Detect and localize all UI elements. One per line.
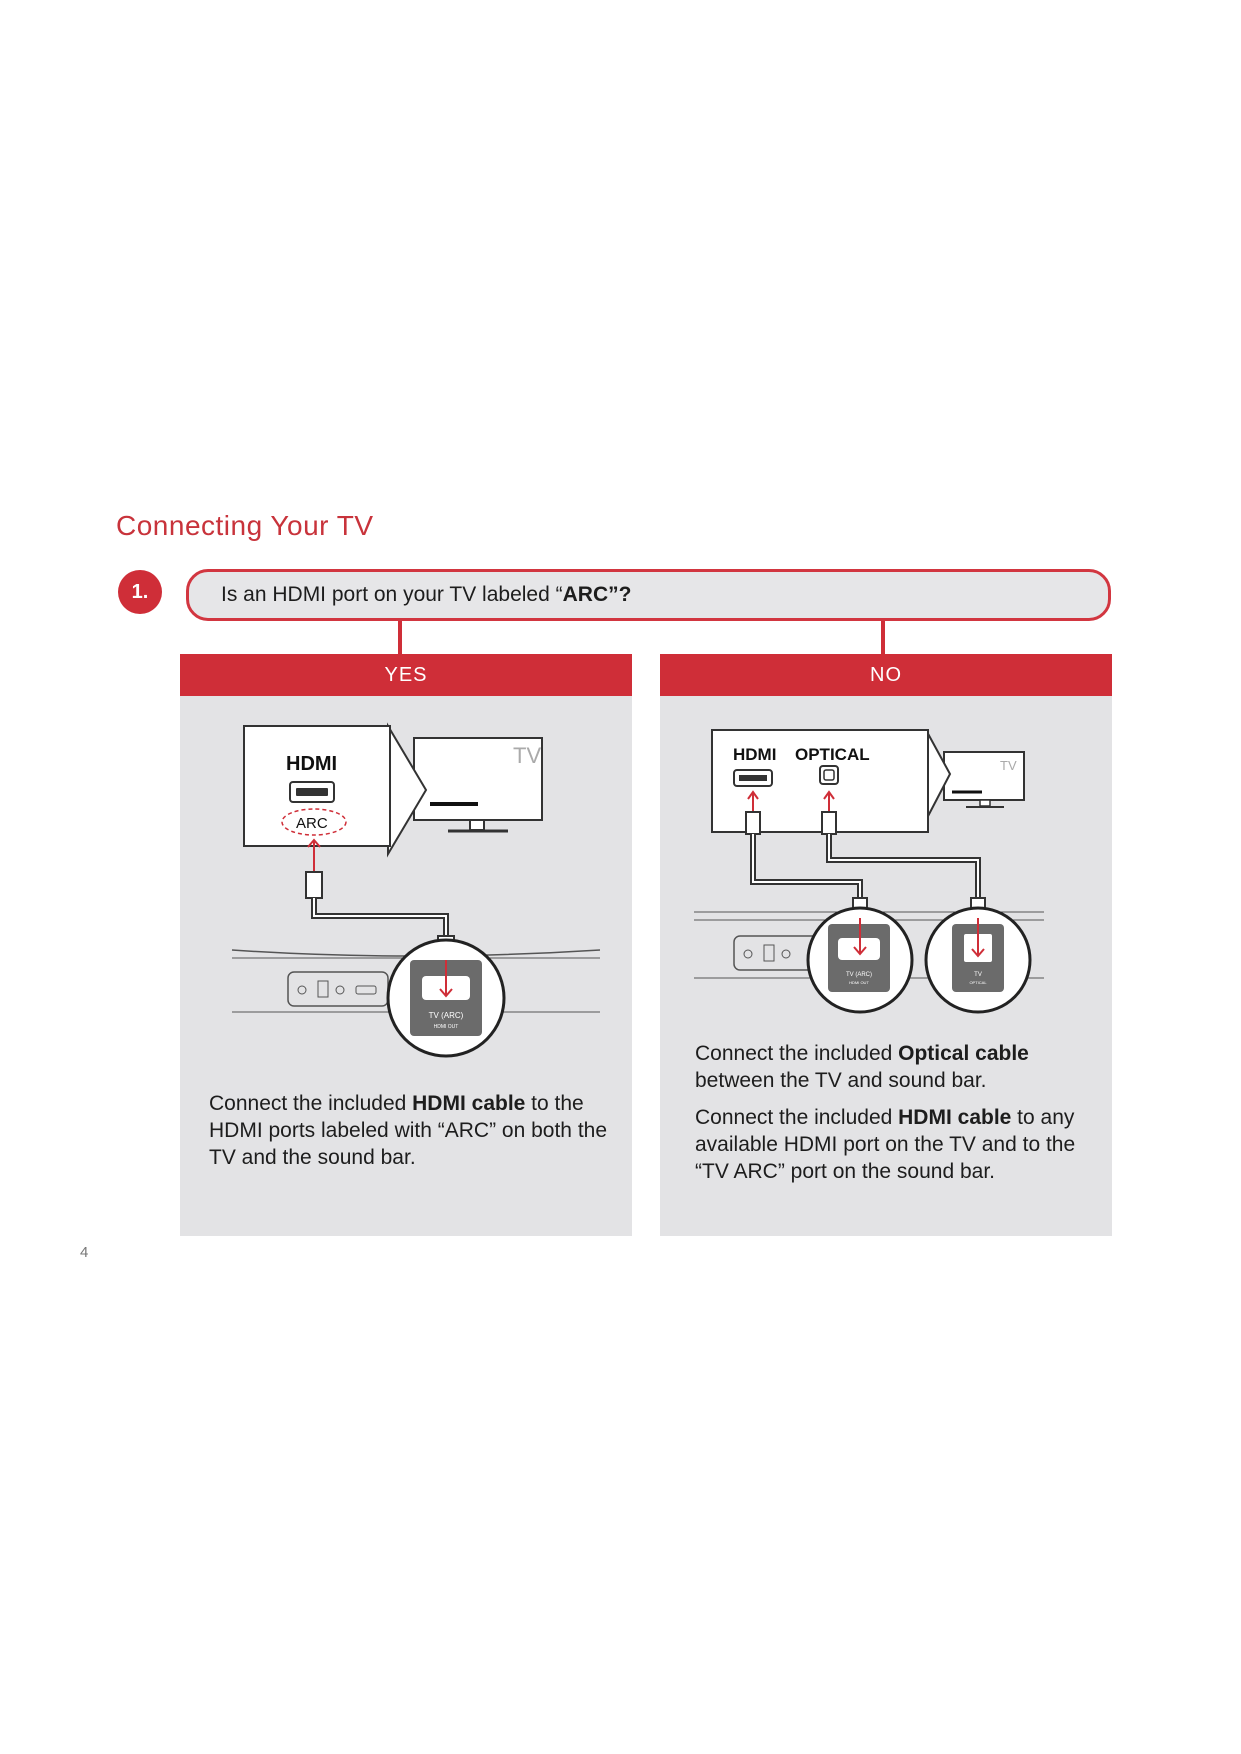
yes-text-bold: HDMI cable	[412, 1092, 526, 1115]
yes-instructions	[209, 1090, 619, 1171]
no-diagram	[660, 696, 1112, 1076]
question-suffix: ”?	[608, 583, 632, 606]
yes-connector	[398, 621, 402, 654]
yes-text-start: Connect the included	[209, 1092, 413, 1115]
no-text1-start: Connect the included	[695, 1042, 899, 1065]
no-instruction-optical	[695, 1040, 1100, 1094]
tv-illustration	[414, 738, 542, 831]
page-number: 4	[80, 1244, 89, 1261]
soundbar-port-magnifier	[388, 940, 504, 1056]
yes-diagram	[180, 696, 632, 1096]
page-title: Connecting Your TV	[116, 510, 374, 541]
optical-port-icon	[820, 766, 838, 784]
zoom-callout	[926, 730, 950, 820]
soundbar-hdmi-port-label: TV (ARC)	[846, 972, 872, 978]
soundbar-optical-port-label: TV	[974, 972, 982, 978]
arc-label: ARC	[296, 815, 328, 832]
hdmi-port-label: HDMI	[286, 753, 338, 775]
tv-port-panel	[712, 730, 928, 832]
yes-instruction-paragraph	[209, 1090, 619, 1171]
tv-port-panel	[244, 726, 390, 846]
tv-label: TV	[1000, 758, 1017, 773]
no-connector	[881, 621, 885, 654]
no-text2-start: Connect the included	[695, 1106, 899, 1129]
yes-panel	[180, 654, 632, 1236]
hdmi-port-icon	[290, 782, 334, 802]
question-highlight: ARC	[562, 583, 609, 606]
tv-illustration	[944, 752, 1024, 807]
no-text1-bold: Optical cable	[898, 1042, 1029, 1065]
no-header: NO	[660, 654, 1112, 696]
question-box	[186, 569, 1111, 621]
soundbar-optical-port-sublabel: OPTICAL	[969, 980, 987, 985]
soundbar-port-label: TV (ARC)	[428, 1011, 464, 1020]
soundbar-port-sublabel: HDMI OUT	[433, 1024, 459, 1030]
soundbar-hdmi-magnifier	[808, 908, 912, 1012]
no-text1-end: between the TV and sound bar.	[695, 1069, 987, 1092]
step-number-badge: 1.	[118, 570, 162, 614]
no-panel	[660, 654, 1112, 1236]
hdmi-port-label: HDMI	[733, 745, 777, 764]
question-prefix: Is an HDMI port on your TV labeled “	[221, 583, 563, 606]
no-instruction-hdmi	[695, 1104, 1100, 1185]
optical-port-label: OPTICAL	[795, 745, 870, 764]
no-instructions	[695, 1040, 1100, 1185]
no-text2-bold: HDMI cable	[898, 1106, 1012, 1129]
yes-header: YES	[180, 654, 632, 696]
hdmi-port-icon	[734, 770, 772, 786]
soundbar-hdmi-port-sublabel: HDMI OUT	[849, 980, 869, 985]
tv-label: TV	[513, 743, 542, 768]
yes-text-end: to the HDMI ports labeled with “ARC” on both the TV and the sound bar.	[209, 1092, 608, 1169]
soundbar-optical-magnifier	[926, 908, 1030, 1012]
no-text2-end: to any available HDMI port on the TV and to the “TV ARC” port on the sound bar.	[695, 1106, 1076, 1183]
